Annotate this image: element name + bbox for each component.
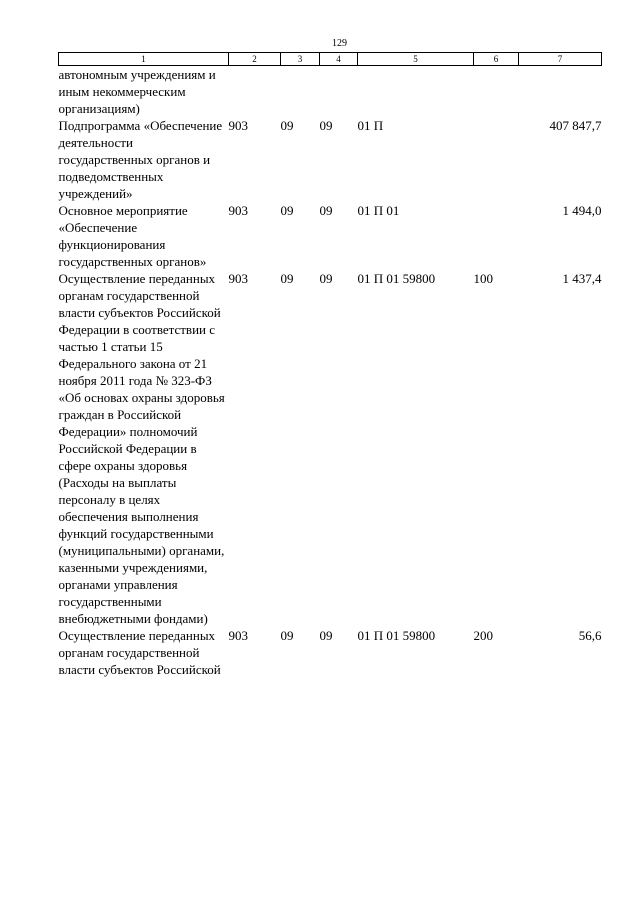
row-section: 09 bbox=[280, 203, 294, 218]
row-name: автономным учреждениям и иным некоммерческим организациям) bbox=[58, 67, 216, 116]
row-code: 903 bbox=[228, 118, 248, 133]
row-article: 01 П 01 bbox=[357, 203, 400, 218]
row-section: 09 bbox=[280, 118, 294, 133]
column-header-6: 6 bbox=[474, 53, 519, 66]
row-expense-type bbox=[474, 117, 519, 202]
row-amount: 1 437,4 bbox=[562, 271, 602, 286]
table-row bbox=[59, 202, 602, 270]
row-name: Подпрограмма «Обеспечение деятельности государственных органов и подведомственных учреждений» bbox=[58, 118, 223, 201]
row-article bbox=[358, 66, 474, 118]
row-code: 903 bbox=[228, 203, 248, 218]
row-name: Осуществление переданных органам государственной власти субъектов Российской bbox=[58, 628, 221, 677]
column-header-1: 1 bbox=[59, 53, 229, 66]
row-name: Основное мероприятие «Обеспечение функционирования государственных органов» bbox=[58, 203, 207, 269]
row-section bbox=[281, 66, 320, 118]
row-amount: 1 494,0 bbox=[562, 203, 602, 218]
row-subsection: 09 bbox=[319, 203, 333, 218]
row-expense-type: 200 bbox=[473, 628, 493, 643]
row-code: 903 bbox=[228, 628, 248, 643]
row-name: Осуществление переданных органам государственной власти субъектов Российской Федерации в соответствии с частью 1 статьи 15 Федерального закона от 21 ноября 2011 года № 323-ФЗ «Об основах охраны здоровья граждан в Российской Федерации» полномочий Российской Федерации в сфере охраны здоровья (Расходы на выплаты персоналу в целях обеспечения выполнения функций государственными (муниципальными) органами, казенными учреждениями, органами управления государственными внебюджетными фондами) bbox=[58, 271, 225, 626]
row-amount: 56,6 bbox=[578, 628, 602, 643]
column-header-3: 3 bbox=[281, 53, 320, 66]
row-subsection: 09 bbox=[319, 271, 333, 286]
row-section: 09 bbox=[280, 271, 294, 286]
column-header-2: 2 bbox=[229, 53, 281, 66]
table-row bbox=[59, 117, 602, 202]
row-subsection: 09 bbox=[319, 118, 333, 133]
row-article: 01 П 01 59800 bbox=[357, 271, 436, 286]
row-section: 09 bbox=[280, 628, 294, 643]
column-header-7: 7 bbox=[519, 53, 602, 66]
column-header-5: 5 bbox=[358, 53, 474, 66]
row-expense-type bbox=[474, 202, 519, 270]
row-amount bbox=[519, 66, 602, 118]
table-row bbox=[59, 270, 602, 627]
column-number-row bbox=[59, 53, 602, 66]
table-row bbox=[59, 627, 602, 678]
row-code bbox=[229, 66, 281, 118]
row-article: 01 П bbox=[357, 118, 384, 133]
table-row bbox=[59, 66, 602, 118]
row-subsection bbox=[320, 66, 358, 118]
row-article: 01 П 01 59800 bbox=[357, 628, 436, 643]
row-amount: 407 847,7 bbox=[549, 118, 602, 133]
row-subsection: 09 bbox=[319, 628, 333, 643]
budget-table bbox=[58, 52, 602, 678]
page-number: 129 bbox=[332, 38, 347, 49]
column-header-4: 4 bbox=[320, 53, 358, 66]
row-code: 903 bbox=[228, 271, 248, 286]
row-expense-type: 100 bbox=[473, 271, 493, 286]
row-expense-type bbox=[474, 66, 519, 118]
